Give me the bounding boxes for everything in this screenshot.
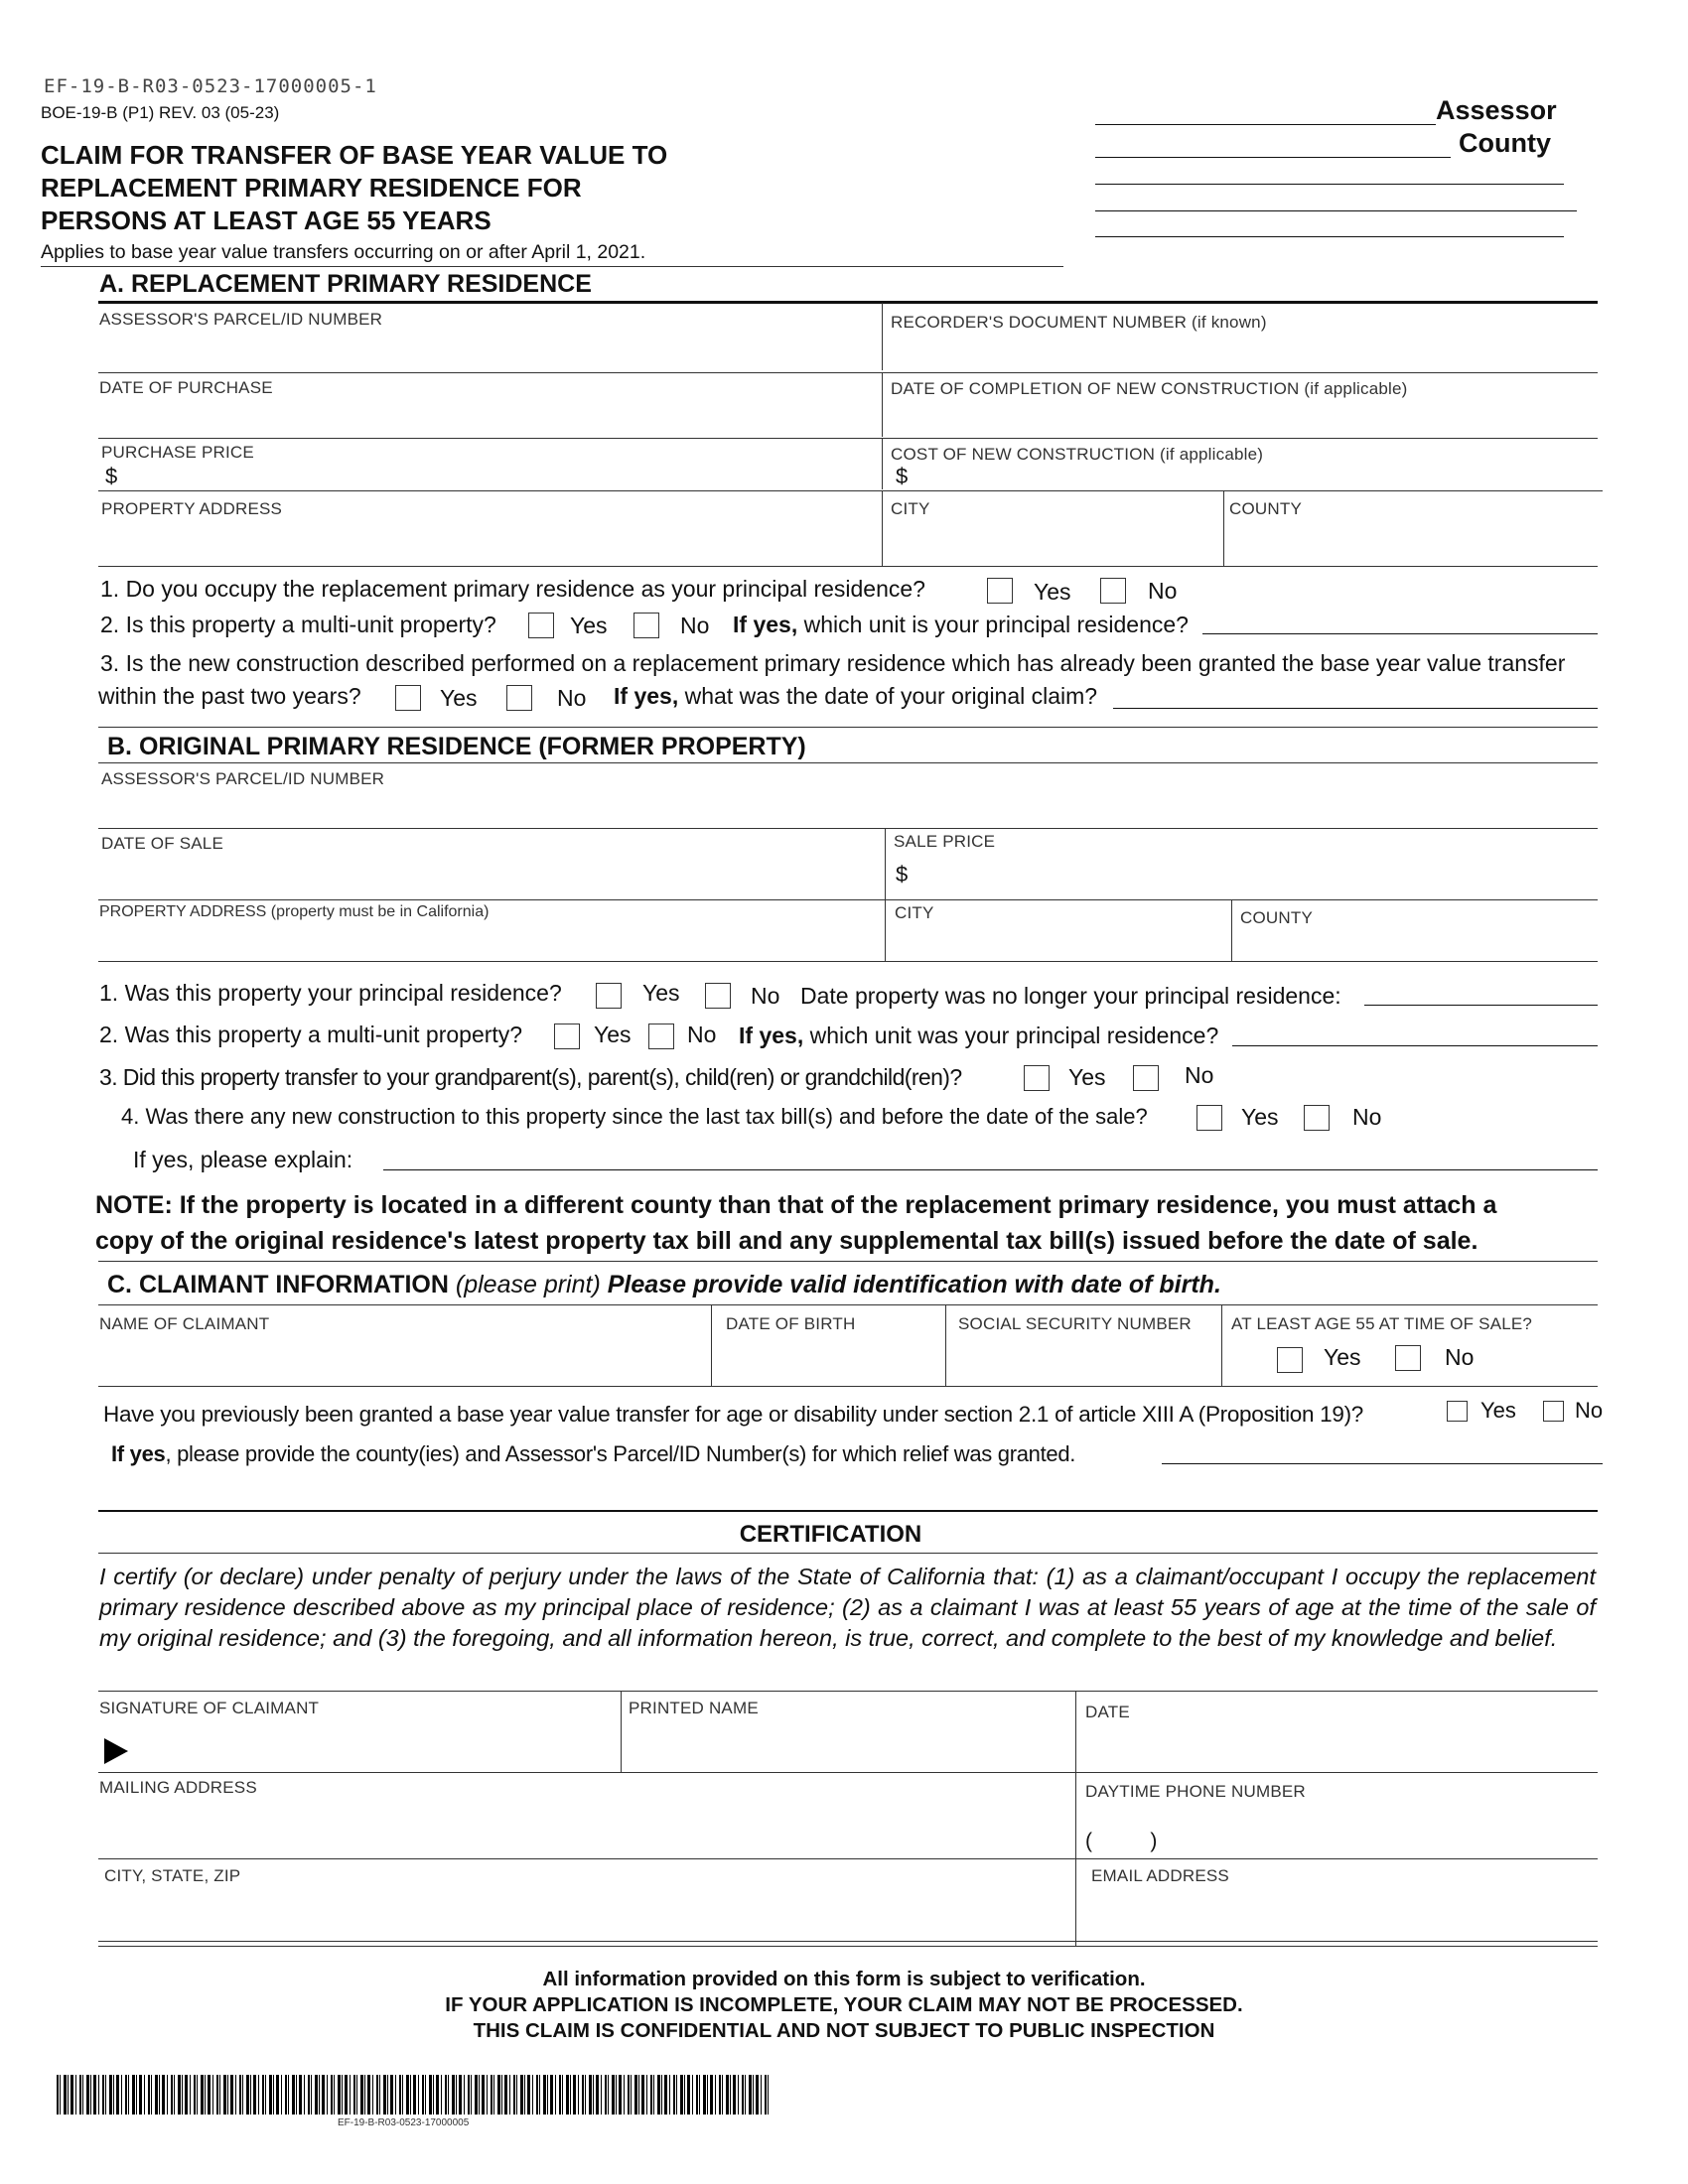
b-q2-unit-input[interactable] (1232, 1045, 1598, 1046)
prev-transfer-no-label: No (1575, 1398, 1604, 1423)
replacement-address-label: PROPERTY ADDRESS (101, 499, 283, 518)
b-q1-date-text: Date property was no longer your principal residence: (800, 983, 1341, 1009)
prev-transfer-followup: If yes, please provide the county(ies) and Assessor's Parcel/ID Number(s) for which relief was granted. (111, 1441, 1076, 1466)
a-q2-unit-input[interactable] (1202, 633, 1598, 634)
assessor-address-line-1[interactable] (1095, 184, 1564, 185)
prev-transfer-no-checkbox[interactable] (1543, 1401, 1564, 1422)
prev-transfer-yes-label: Yes (1480, 1398, 1516, 1423)
prev-transfer-county-input[interactable] (1162, 1463, 1603, 1464)
dob-label: DATE OF BIRTH (726, 1314, 856, 1333)
date-sale-input[interactable] (98, 899, 1598, 900)
age55-label: AT LEAST AGE 55 AT TIME OF SALE? (1231, 1314, 1533, 1333)
a-q3-text-line2: within the past two years? (98, 683, 361, 709)
a-q2-yes-checkbox[interactable] (528, 613, 554, 638)
original-address-input[interactable] (98, 961, 1598, 962)
certification-heading: CERTIFICATION (739, 1521, 922, 1548)
form-revision: BOE-19-B (P1) REV. 03 (05-23) (41, 103, 280, 122)
b-q2-yes-label: Yes (594, 1022, 632, 1047)
b-q3-text: 3. Did this property transfer to your grandparent(s), parent(s), child(ren) or grandchild(ren)? (99, 1064, 962, 1090)
section-b-heading: B. ORIGINAL PRIMARY RESIDENCE (FORMER PROPERTY) (107, 733, 806, 760)
replacement-address-input[interactable] (98, 566, 1598, 567)
a-q1-yes-label: Yes (1034, 579, 1071, 605)
age55-yes-checkbox[interactable] (1277, 1347, 1303, 1373)
section-b-rule (98, 762, 1598, 763)
certification-statement: I certify (or declare) under penalty of perjury under the laws of the State of California that: (1) as a claimant/occupant I occupy the replacement primary residence described above as my principal place of residence; (2) as a claimant I was at least 55 years of age at the time of the sale of my original residence; and (3) the foregoing, and all information hereon, is true, correct, and complete to the best of my knowledge and belief. (99, 1564, 1596, 1651)
assessor-label: Assessor (1436, 95, 1557, 125)
section-c-heading: C. CLAIMANT INFORMATION (please print) Please provide valid identification with date of birth. (107, 1271, 1221, 1298)
age55-no-label: No (1445, 1344, 1475, 1370)
purchase-price-input[interactable] (98, 490, 1603, 491)
county-name-line[interactable] (1095, 157, 1451, 158)
b-q1-no-label: No (751, 983, 780, 1009)
b-q1-date-input[interactable] (1364, 1005, 1598, 1006)
purchase-price-dollar: $ (105, 464, 118, 488)
applies-note: Applies to base year value transfers occurring on or after April 1, 2021. (41, 241, 646, 263)
note-line-2: copy of the original residence's latest property tax bill and any supplemental tax bill(s) issued before the date of sale. (95, 1227, 1478, 1255)
signature-label: SIGNATURE OF CLAIMANT (99, 1699, 320, 1717)
a-q1-no-checkbox[interactable] (1100, 578, 1126, 604)
original-county-label: COUNTY (1240, 908, 1313, 927)
replacement-apn-input[interactable] (98, 372, 1598, 373)
sale-price-dollar: $ (896, 862, 909, 887)
b-q3-no-label: No (1185, 1062, 1214, 1088)
mailing-address-input[interactable] (98, 1858, 1598, 1859)
original-address-label: PROPERTY ADDRESS (property must be in California) (99, 903, 490, 920)
cost-construction-label: COST OF NEW CONSTRUCTION (if applicable) (891, 445, 1264, 464)
b-q1-no-checkbox[interactable] (705, 983, 731, 1009)
assessor-name-line[interactable] (1095, 124, 1436, 125)
note-line-1: NOTE: If the property is located in a different county than that of the replacement primary residence, you must attach a (95, 1191, 1497, 1219)
a-q3-text-line1: 3. Is the new construction described performed on a replacement primary residence which has already been granted the base year value transfer (100, 650, 1566, 676)
section-c-rule (98, 1304, 1598, 1305)
sign-here-arrow-icon (104, 1738, 128, 1764)
form-title: CLAIM FOR TRANSFER OF BASE YEAR VALUE TO REPLACEMENT PRIMARY RESIDENCE FOR PERSONS AT LEAST AGE 55 YEARS (41, 140, 668, 235)
b-q1-yes-checkbox[interactable] (596, 983, 622, 1009)
b-q2-yes-checkbox[interactable] (554, 1024, 580, 1049)
replacement-apn-label: ASSESSOR'S PARCEL/ID NUMBER (99, 310, 383, 329)
a-q2-text: 2. Is this property a multi-unit property? (100, 612, 496, 637)
email-label: EMAIL ADDRESS (1091, 1866, 1229, 1885)
age55-yes-label: Yes (1324, 1344, 1361, 1370)
city-state-zip-input[interactable] (98, 1941, 1598, 1942)
date-sale-label: DATE OF SALE (101, 834, 224, 853)
a-q2-no-checkbox[interactable] (633, 613, 659, 638)
original-apn-input[interactable] (98, 828, 1598, 829)
a-q1-text: 1. Do you occupy the replacement primary residence as your principal residence? (100, 576, 925, 602)
b-q4-yes-checkbox[interactable] (1196, 1105, 1222, 1131)
b-q4-text: 4. Was there any new construction to this property since the last tax bill(s) and before the date of the sale? (121, 1104, 1148, 1129)
ssn-label: SOCIAL SECURITY NUMBER (958, 1314, 1192, 1333)
b-q4-explain-label: If yes, please explain: (133, 1147, 353, 1172)
assessor-address-line-3[interactable] (1095, 236, 1564, 237)
prev-transfer-county-input-2[interactable] (98, 1510, 1598, 1512)
replacement-city-label: CITY (891, 499, 930, 518)
b-q3-no-checkbox[interactable] (1133, 1065, 1159, 1091)
original-apn-label: ASSESSOR'S PARCEL/ID NUMBER (101, 769, 385, 788)
mailing-address-label: MAILING ADDRESS (99, 1778, 257, 1797)
title-rule (41, 266, 1063, 267)
b-q2-no-checkbox[interactable] (648, 1024, 674, 1049)
b-q4-no-checkbox[interactable] (1304, 1105, 1330, 1131)
signature-input[interactable] (98, 1772, 1598, 1773)
date-completion-label: DATE OF COMPLETION OF NEW CONSTRUCTION (if applicable) (891, 379, 1408, 398)
b-q2-text: 2. Was this property a multi-unit property? (99, 1022, 523, 1047)
b-q3-yes-label: Yes (1068, 1064, 1106, 1090)
b-q3-yes-checkbox[interactable] (1024, 1065, 1050, 1091)
a-q3-date-input[interactable] (1113, 708, 1598, 709)
recorder-doc-label: RECORDER'S DOCUMENT NUMBER (if known) (891, 313, 1267, 332)
prev-transfer-yes-checkbox[interactable] (1447, 1401, 1468, 1422)
a-q1-yes-checkbox[interactable] (987, 578, 1013, 604)
b-q4-explain-input[interactable] (383, 1169, 1598, 1170)
footer-notice: All information provided on this form is subject to verification. IF YOUR APPLICATION IS INCOMPLETE, YOUR CLAIM MAY NOT BE PROCESSED. THIS CLAIM IS CONFIDENTIAL AND NOT SUBJECT TO PUBLIC INSPECTION (445, 1968, 1243, 2042)
replacement-county-label: COUNTY (1229, 499, 1302, 518)
assessor-address-line-2[interactable] (1095, 210, 1577, 211)
form-code: EF-19-B-R03-0523-17000005-1 (44, 75, 377, 97)
a-q3-yes-checkbox[interactable] (395, 685, 421, 711)
a-q3-yes-label: Yes (440, 685, 478, 711)
section-a-rule (98, 301, 1598, 304)
b-q2-no-label: No (687, 1022, 717, 1047)
claimant-name-input[interactable] (98, 1386, 1598, 1387)
original-city-label: CITY (895, 903, 934, 922)
a-q2-no-label: No (680, 613, 710, 638)
b-q1-text: 1. Was this property your principal residence? (99, 980, 562, 1006)
a-q1-no-label: No (1148, 578, 1178, 604)
b-q4-yes-label: Yes (1241, 1104, 1279, 1130)
cost-construction-dollar: $ (896, 464, 909, 488)
phone-area-code[interactable]: ( ) (1085, 1830, 1158, 1852)
date-purchase-input[interactable] (98, 438, 1598, 439)
claimant-name-label: NAME OF CLAIMANT (99, 1314, 270, 1333)
phone-label: DAYTIME PHONE NUMBER (1085, 1782, 1306, 1801)
sale-price-label: SALE PRICE (894, 832, 996, 851)
printed-name-label: PRINTED NAME (629, 1699, 759, 1717)
section-a-heading: A. REPLACEMENT PRIMARY RESIDENCE (99, 270, 592, 298)
date-signed-label: DATE (1085, 1703, 1130, 1721)
barcode (57, 2075, 772, 2115)
purchase-price-label: PURCHASE PRICE (101, 443, 254, 462)
a-q3-no-label: No (557, 685, 587, 711)
date-purchase-label: DATE OF PURCHASE (99, 378, 273, 397)
city-state-zip-label: CITY, STATE, ZIP (104, 1866, 241, 1885)
b-q1-yes-label: Yes (642, 980, 680, 1006)
county-label: County (1459, 128, 1551, 158)
a-q3-no-checkbox[interactable] (506, 685, 532, 711)
a-q2-yes-label: Yes (570, 613, 608, 638)
prev-transfer-text: Have you previously been granted a base year value transfer for age or disability under section 2.1 of article XIII A (Proposition 19)? (103, 1402, 1363, 1427)
b-q2-followup: If yes, which unit was your principal residence? (739, 1023, 1219, 1048)
b-q4-no-label: No (1352, 1104, 1382, 1130)
a-q3-followup: If yes, what was the date of your original claim? (614, 683, 1098, 709)
age55-no-checkbox[interactable] (1395, 1345, 1421, 1371)
a-q2-followup: If yes, which unit is your principal residence? (733, 612, 1189, 637)
barcode-caption: EF-19-B-R03-0523-17000005 (338, 2117, 470, 2128)
